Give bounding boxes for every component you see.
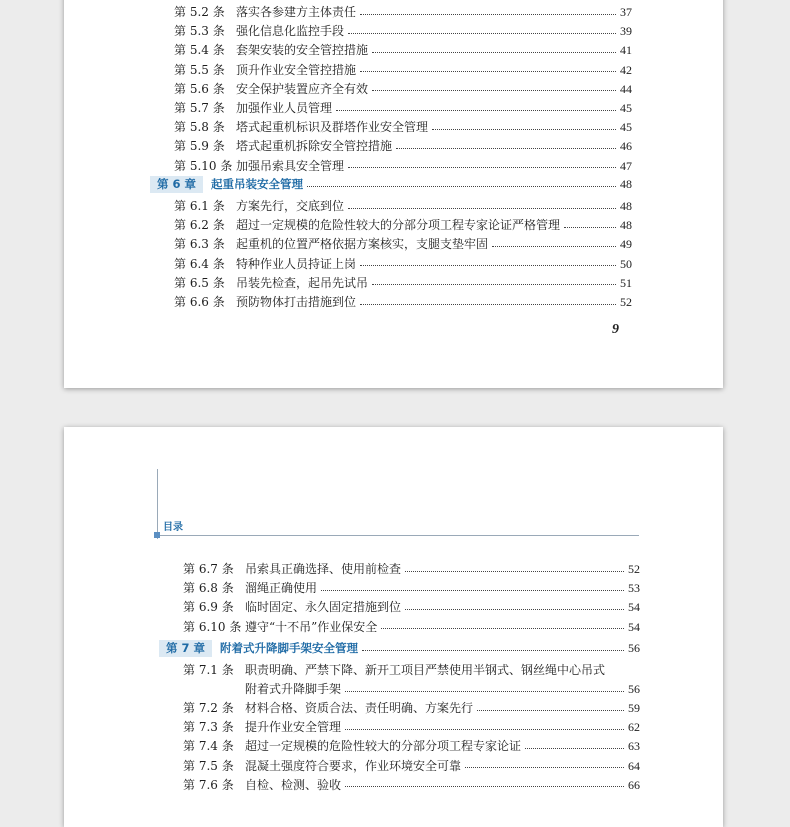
toc-title: 预防物体打击措施到位	[236, 295, 357, 309]
toc-page-number: 46	[620, 139, 632, 154]
toc-title: 套架安装的安全管控措施	[236, 43, 369, 58]
leader-dots	[372, 90, 616, 91]
chapter-page: 48	[620, 177, 632, 191]
toc-row[interactable]	[174, 119, 632, 135]
toc-page-number: 56	[628, 682, 640, 696]
toc-title: 强化信息化监控手段	[236, 24, 345, 39]
chapter-number: 第 6 章	[150, 176, 203, 193]
toc-number: 第 6.10 条	[183, 619, 242, 634]
toc-row[interactable]	[183, 738, 640, 754]
leader-dots	[477, 710, 624, 711]
toc-row-7-1-line1[interactable]	[183, 662, 640, 678]
toc-title: 提升作业安全管理	[245, 720, 342, 735]
leader-dots	[396, 148, 616, 149]
toc-row[interactable]	[183, 719, 640, 735]
leader-dots	[348, 167, 616, 168]
toc-number: 第 7.3 条	[183, 720, 234, 735]
toc-title: 超过一定规模的危险性较大的分部分项工程专家论证	[245, 739, 522, 754]
toc-number: 第 6.1 条	[174, 199, 225, 213]
header-vertical-rule	[157, 469, 158, 539]
toc-number: 第 6.9 条	[183, 600, 234, 615]
toc-page-number: 62	[628, 720, 640, 735]
toc-page-number: 53	[628, 581, 640, 596]
chapter-7-row[interactable]	[159, 640, 640, 657]
toc-title: 加强作业人员管理	[236, 101, 333, 115]
toc-row[interactable]	[174, 275, 632, 291]
toc-page-number: 49	[620, 237, 632, 252]
toc-row[interactable]	[183, 599, 640, 615]
toc-number: 第 5.10 条	[174, 158, 233, 173]
toc-number: 第 6.7 条	[183, 562, 234, 576]
header-marker	[154, 532, 160, 538]
toc-row[interactable]	[174, 23, 632, 39]
toc-title: 特种作业人员持证上岗	[236, 256, 357, 271]
leader-dots	[345, 729, 624, 730]
toc-page-number: 48	[620, 218, 632, 233]
toc-row[interactable]	[183, 777, 640, 793]
toc-row-7-1-line2[interactable]	[245, 681, 640, 697]
toc-row[interactable]	[174, 4, 632, 20]
leader-dots	[321, 590, 624, 591]
toc-row[interactable]	[174, 62, 632, 78]
leader-dots	[381, 628, 624, 629]
toc-title: 起重机的位置严格依据方案核实，支腿支垫牢固	[236, 237, 489, 252]
chapter-number: 第 7 章	[159, 640, 212, 657]
toc-number: 第 5.8 条	[174, 120, 225, 135]
toc-page-number: 42	[620, 62, 632, 77]
toc-title: 顶升作业安全管控措施	[236, 62, 357, 77]
toc-row[interactable]	[183, 700, 640, 716]
leader-dots	[372, 52, 616, 53]
toc-page-number: 44	[620, 81, 632, 96]
toc-title: 混凝土强度符合要求，作业环境安全可靠	[245, 758, 462, 773]
header-horizontal-rule	[157, 535, 639, 536]
leader-dots	[307, 186, 616, 187]
toc-row[interactable]	[174, 217, 632, 233]
toc-number: 第 5.4 条	[174, 43, 225, 58]
header-label: 目录	[163, 522, 183, 533]
leader-dots	[465, 767, 624, 768]
toc-title: 吊索具正确选择、使用前检查	[245, 562, 402, 576]
toc-number: 第 6.3 条	[174, 237, 225, 252]
toc-row[interactable]	[174, 138, 632, 154]
toc-number: 第 5.6 条	[174, 81, 225, 96]
toc-number: 第 6.6 条	[174, 295, 225, 309]
toc-page-number: 45	[620, 120, 632, 135]
leader-dots	[564, 227, 616, 228]
toc-row[interactable]	[183, 561, 640, 577]
toc-row[interactable]	[183, 580, 640, 596]
toc-title: 职责明确、严禁下降、新开工项目严禁使用半钢式、钢丝绳中心吊式	[245, 663, 606, 677]
toc-row[interactable]	[174, 100, 632, 116]
toc-page-number: 66	[628, 777, 640, 792]
toc-number: 第 7.1 条	[183, 663, 234, 677]
toc-number: 第 7.2 条	[183, 701, 234, 715]
toc-page-number: 54	[628, 619, 640, 634]
toc-page-number: 45	[620, 101, 632, 115]
toc-page-number: 48	[620, 199, 632, 213]
toc-number: 第 6.4 条	[174, 256, 225, 271]
toc-page-number: 52	[628, 562, 640, 576]
toc-page-number: 37	[620, 5, 632, 19]
toc-number: 第 6.2 条	[174, 218, 225, 233]
toc-page-number: 54	[628, 600, 640, 615]
toc-number: 第 5.2 条	[174, 5, 225, 19]
toc-title: 附着式升降脚手架	[245, 682, 342, 696]
toc-page-number: 52	[620, 295, 632, 309]
toc-page-number: 47	[620, 158, 632, 173]
toc-title: 吊装先检查，起吊先试吊	[236, 275, 369, 290]
chapter-title: 附着式升降脚手架安全管理	[220, 641, 359, 655]
toc-title: 自检、检测、验收	[245, 777, 342, 792]
toc-title: 安全保护装置应齐全有效	[236, 81, 369, 96]
leader-dots	[492, 246, 616, 247]
toc-row[interactable]	[183, 619, 640, 635]
toc-page-1	[64, 0, 723, 388]
toc-row[interactable]	[183, 758, 640, 774]
toc-number: 第 6.8 条	[183, 581, 234, 596]
leader-dots	[360, 265, 616, 266]
toc-row[interactable]	[174, 81, 632, 97]
leader-dots	[432, 129, 616, 130]
page-folio: 9	[612, 322, 619, 337]
toc-number: 第 5.7 条	[174, 101, 225, 115]
toc-title: 落实各参建方主体责任	[236, 5, 357, 19]
toc-number: 第 7.6 条	[183, 777, 234, 792]
leader-dots	[372, 284, 616, 285]
leader-dots	[336, 110, 616, 111]
toc-row[interactable]	[174, 198, 632, 214]
toc-number: 第 5.9 条	[174, 139, 225, 154]
toc-number: 第 6.5 条	[174, 275, 225, 290]
toc-page-number: 51	[620, 275, 632, 290]
toc-title: 塔式起重机拆除安全管控措施	[236, 139, 393, 154]
leader-dots	[405, 609, 624, 610]
toc-number: 第 5.5 条	[174, 62, 225, 77]
toc-page-number: 50	[620, 256, 632, 271]
toc-title: 临时固定、永久固定措施到位	[245, 600, 402, 615]
toc-number: 第 7.5 条	[183, 758, 234, 773]
toc-row[interactable]	[174, 256, 632, 272]
leader-dots	[360, 304, 616, 305]
toc-page-number: 41	[620, 43, 632, 58]
toc-title: 溜绳正确使用	[245, 581, 318, 596]
toc-page-number: 64	[628, 758, 640, 773]
leader-dots	[405, 571, 624, 572]
toc-number: 第 5.3 条	[174, 24, 225, 39]
toc-page-number: 59	[628, 701, 640, 715]
chapter-title: 起重吊装安全管理	[211, 177, 304, 191]
chapter-page: 56	[628, 641, 640, 655]
toc-page-2	[64, 427, 723, 827]
toc-title: 方案先行，交底到位	[236, 199, 345, 213]
toc-title: 超过一定规模的危险性较大的分部分项工程专家论证严格管理	[236, 218, 561, 233]
leader-dots	[348, 208, 616, 209]
toc-number: 第 7.4 条	[183, 739, 234, 754]
toc-row[interactable]	[174, 42, 632, 58]
toc-row[interactable]	[174, 294, 632, 310]
chapter-6-row[interactable]	[150, 176, 632, 193]
leader-dots	[345, 786, 624, 787]
leader-dots	[360, 14, 616, 15]
leader-dots	[345, 691, 624, 692]
leader-dots	[525, 748, 624, 749]
leader-dots	[348, 33, 616, 34]
toc-page-number: 63	[628, 739, 640, 754]
toc-row[interactable]	[174, 236, 632, 252]
toc-title: 塔式起重机标识及群塔作业安全管理	[236, 120, 429, 135]
toc-title: 材料合格、资质合法、责任明确、方案先行	[245, 701, 474, 715]
toc-title: 加强吊索具安全管理	[236, 158, 345, 173]
leader-dots	[360, 71, 616, 72]
toc-page-number: 39	[620, 24, 632, 39]
leader-dots	[362, 650, 624, 651]
toc-row[interactable]	[174, 158, 632, 174]
toc-title: 遵守“十不吊”作业保安全	[245, 619, 378, 634]
